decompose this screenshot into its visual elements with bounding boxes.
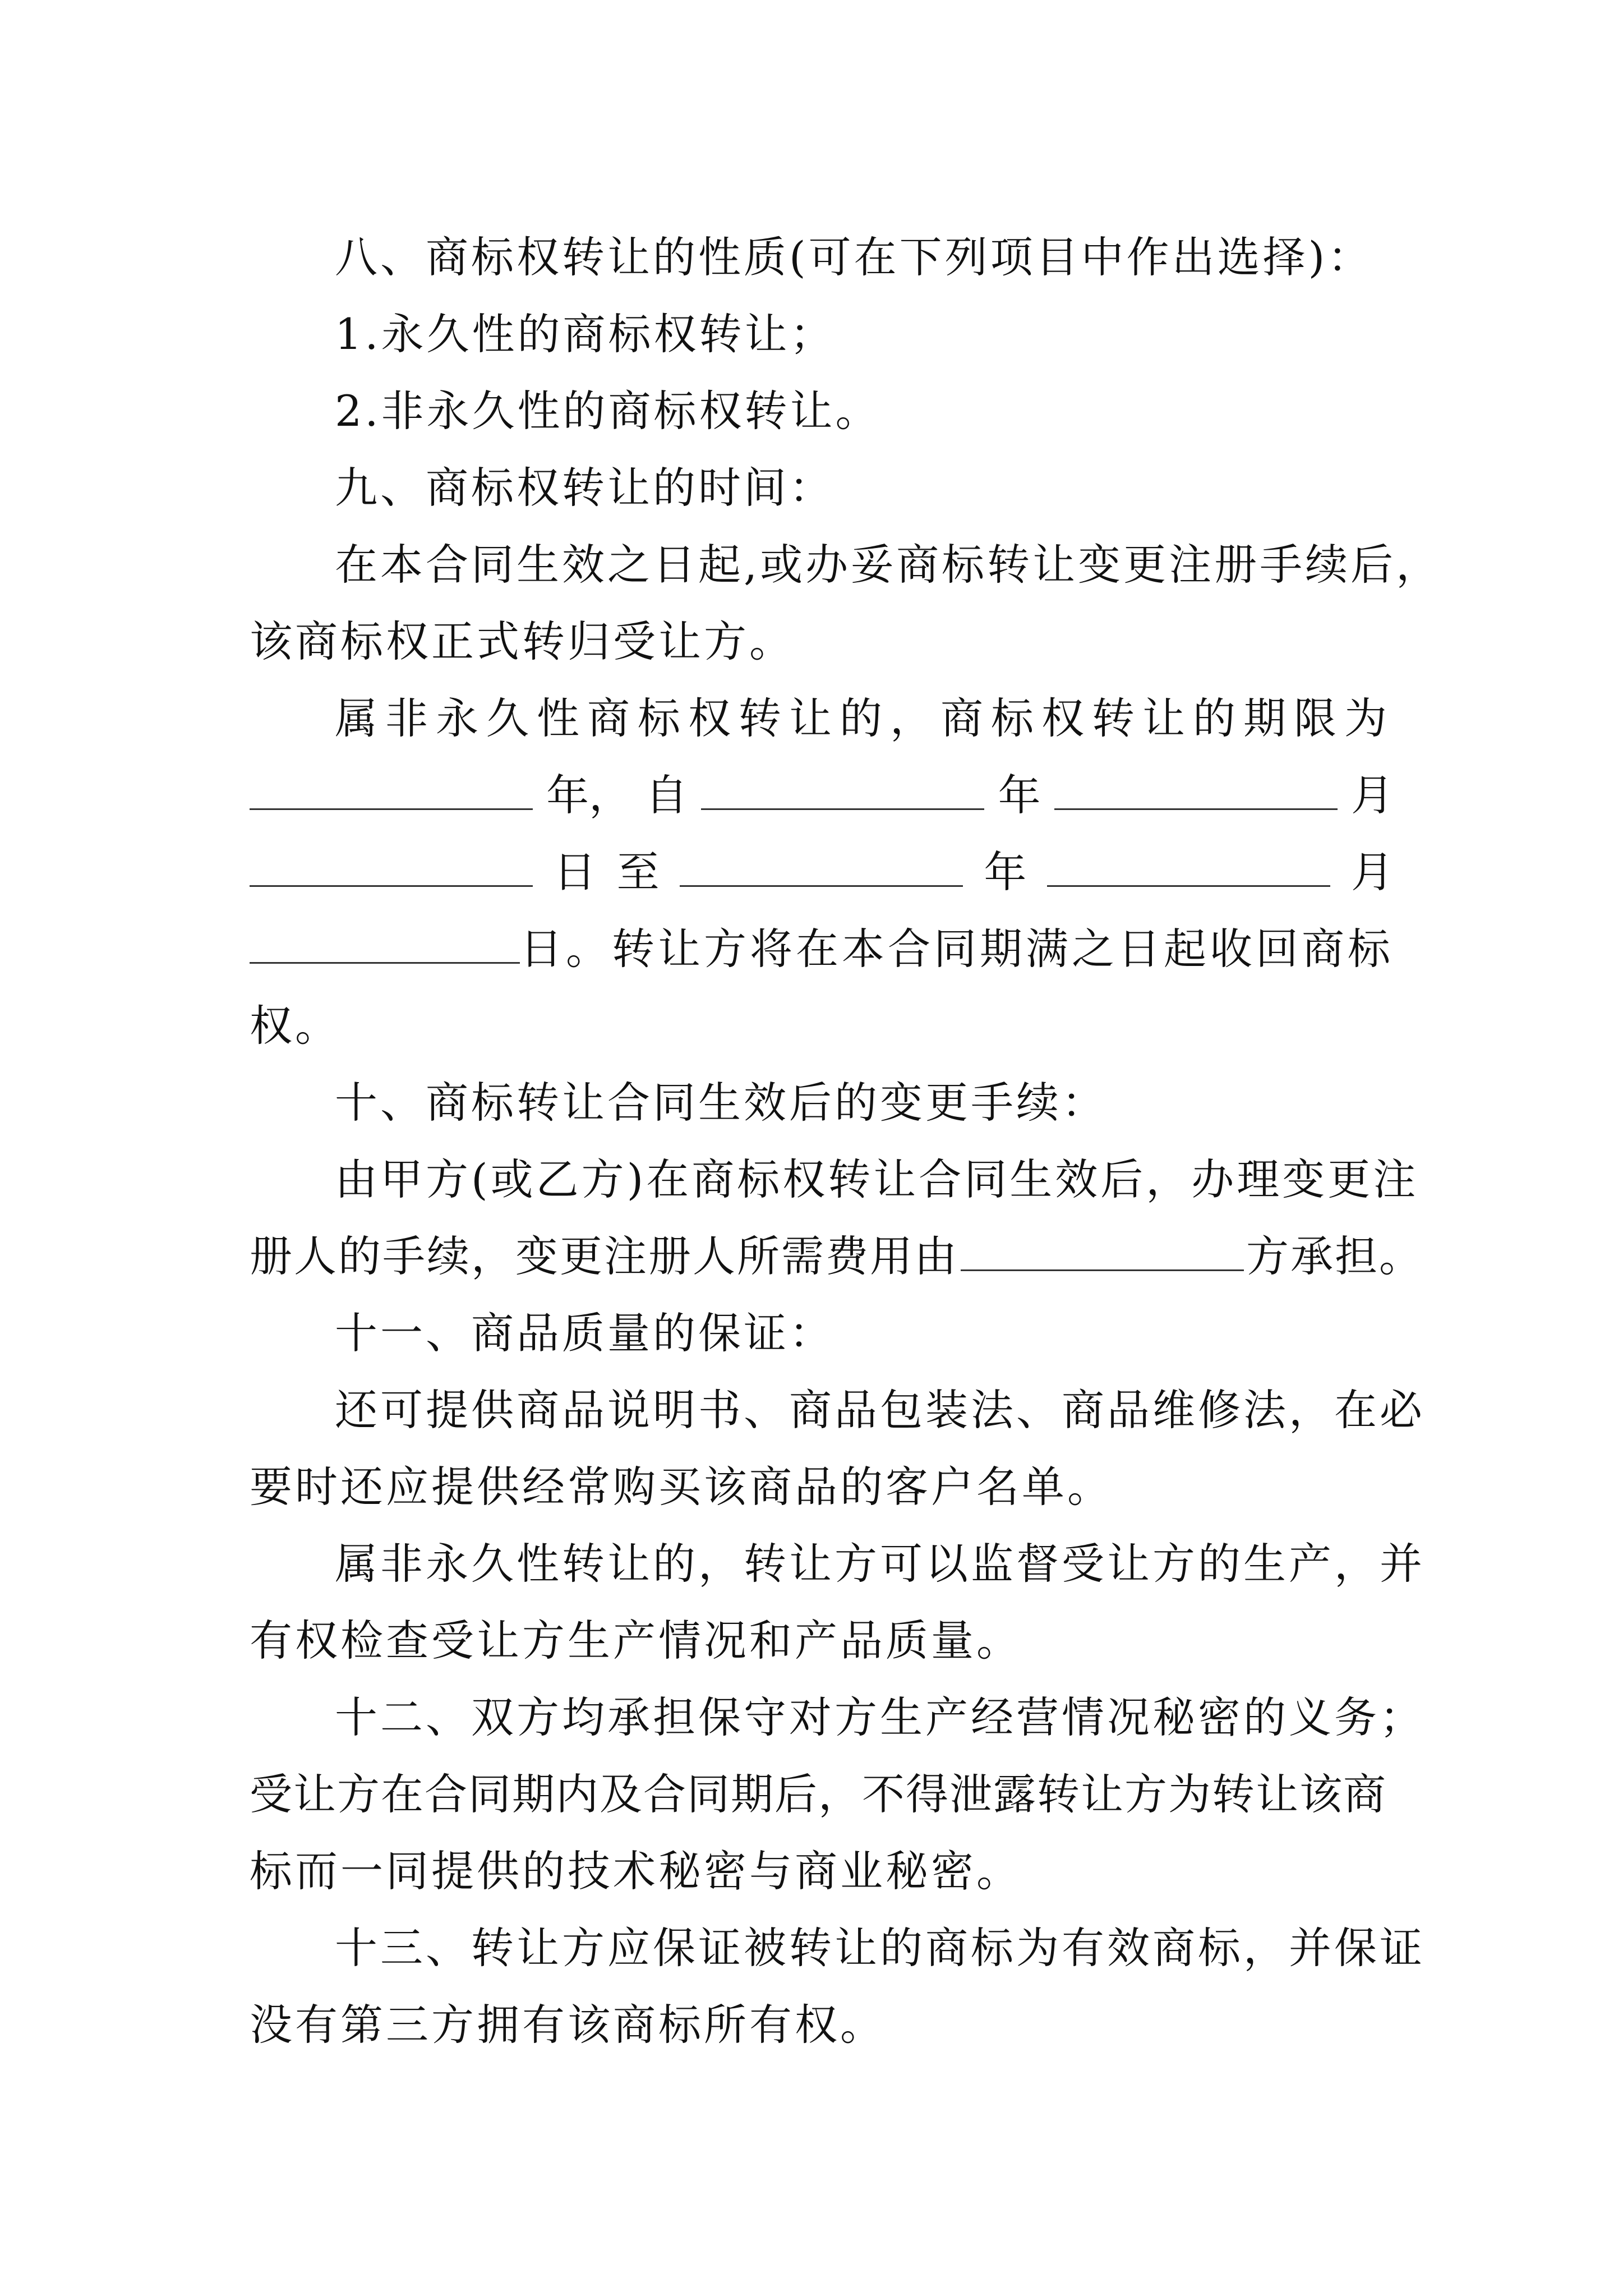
clause-11-text-line-1: 还可提供商品说明书、商品包装法、商品维修法，在必: [335, 1385, 1425, 1435]
blank-end-month[interactable]: [1047, 852, 1330, 887]
clause-10-heading: 十、商标转让合同生效后的变更手续：: [335, 1078, 1107, 1128]
clause-12-line-2: 受让方在合同期内及合同期后，不得泄露转让方为转让该商: [250, 1769, 1387, 1819]
clause-8-heading: 八、商标权转让的性质(可在下列项目中作出选择)：: [335, 232, 1373, 282]
clause-11-text-line-3: 属非永久性转让的，转让方可以监督受让方的生产，并: [335, 1539, 1425, 1589]
fee-text-pre: 册人的手续，变更注册人所需费用由: [250, 1231, 958, 1281]
term-line-2: [250, 757, 1394, 834]
blank-years[interactable]: [250, 775, 533, 810]
clause-11-heading: 十一、商品质量的保证：: [335, 1308, 834, 1358]
clause-8-option-2: 2.非永久性的商标权转让。: [335, 386, 881, 436]
label-start-day: 日: [553, 847, 596, 897]
label-start-month: 月: [1350, 770, 1394, 820]
clause-8-option-1: 1.永久性的商标权转让；: [335, 309, 836, 359]
clause-12-line-1: 十二、双方均承担保守对方生产经营情况秘密的义务；: [335, 1692, 1425, 1742]
label-start-year: 年: [998, 770, 1041, 820]
label-from: 自: [645, 770, 688, 820]
blank-start-month[interactable]: [1054, 775, 1338, 810]
clause-10-text-line-2: [250, 1218, 1423, 1295]
clause-10-text-line-1: 由甲方(或乙方)在商标权转让合同生效后，办理变更注: [335, 1154, 1419, 1204]
blank-end-day[interactable]: [250, 928, 520, 964]
term-line-1: [250, 680, 1394, 757]
clause-13-line-2: 没有第三方拥有该商标所有权。: [250, 2000, 886, 2050]
clause-13-line-1: 十三、转让方应保证被转让的商标为有效商标，并保证: [335, 1923, 1425, 1973]
term-last-line: 权。: [250, 1001, 340, 1051]
term-line-3: [250, 834, 1394, 910]
blank-start-day[interactable]: [250, 852, 533, 887]
term-intro-text: 属非永久性商标权转让的，商标权转让的期限为: [335, 693, 1395, 743]
clause-9-heading: 九、商标权转让的时间：: [335, 463, 834, 513]
label-to: 至: [616, 847, 660, 897]
clause-9-text-line-2: 该商标权正式转归受让方。: [250, 616, 795, 666]
clause-9-text-line-1: 在本合同生效之日起,或办妥商标转让变更注册手续后，: [335, 540, 1442, 590]
term-line-4: [250, 910, 1394, 987]
blank-end-year[interactable]: [680, 852, 963, 887]
clause-11-text-line-4: 有权检查受让方生产情况和产品质量。: [250, 1616, 1022, 1665]
fee-text-post: 方承担。: [1246, 1231, 1423, 1281]
label-years: 年，: [546, 770, 632, 820]
document-body: [250, 219, 1442, 2063]
clause-12-line-3: 标而一同提供的技术秘密与商业秘密。: [250, 1846, 1022, 1896]
label-end-year: 年: [984, 847, 1027, 897]
term-end-text: 日。转让方将在本合同期满之日起收回商标: [520, 924, 1394, 974]
blank-fee-party[interactable]: [961, 1236, 1244, 1271]
label-end-month: 月: [1350, 847, 1394, 897]
blank-start-year[interactable]: [701, 775, 984, 810]
clause-11-text-line-2: 要时还应提供经常购买该商品的客户名单。: [250, 1462, 1113, 1512]
